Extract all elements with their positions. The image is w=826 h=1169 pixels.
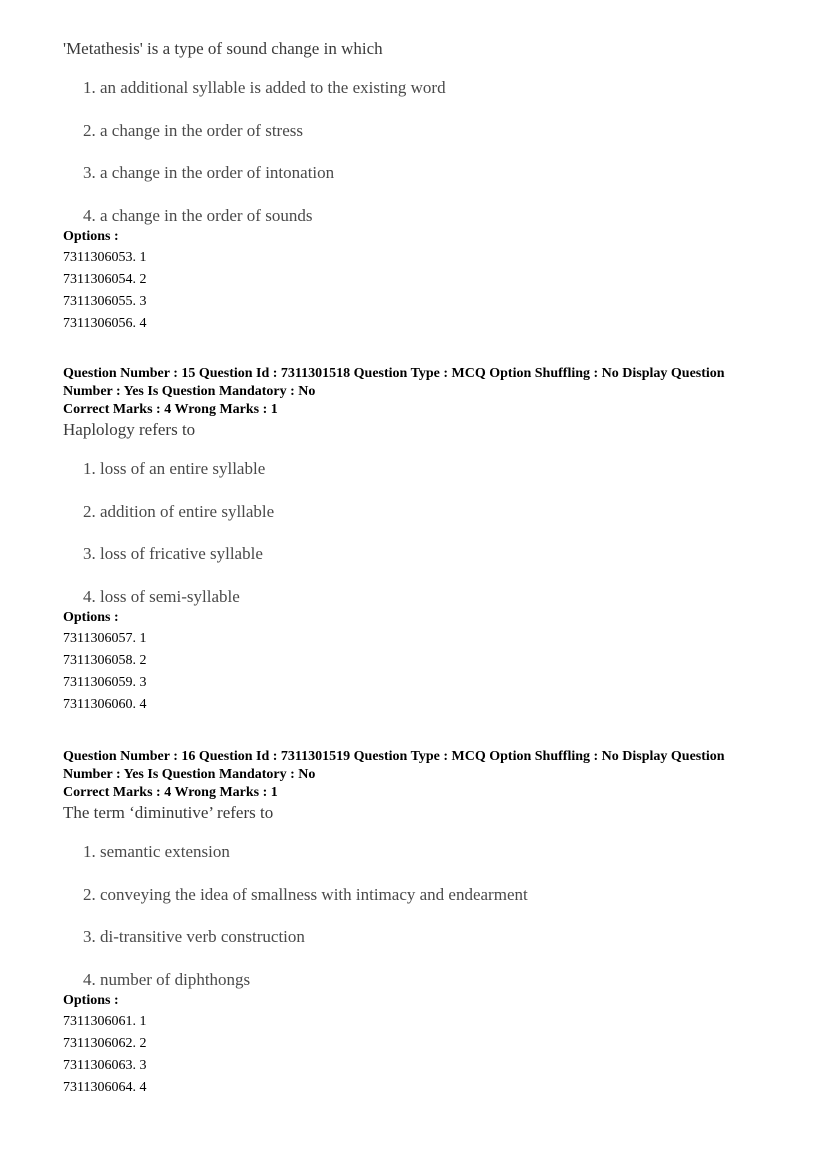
answer-choice: 4. a change in the order of sounds [83, 205, 313, 225]
options-label: Options : [63, 992, 119, 1008]
answer-choice: 3. di-transitive verb construction [83, 927, 305, 946]
question-text: 'Metathesis' is a type of sound change in which [63, 39, 383, 58]
answer-choice: 1. semantic extension [83, 842, 230, 861]
question-block [63, 38, 773, 335]
marks-line: Correct Marks : 4 Wrong Marks : 1 [63, 402, 278, 417]
option-id: 7311306060. 4 [63, 696, 147, 712]
question-text: Haplology refers to [63, 420, 196, 439]
option-id: 7311306058. 2 [63, 652, 147, 668]
question-text: The term ‘diminutive’ refers to [63, 803, 274, 822]
answer-choice: 1. loss of an entire syllable [83, 459, 266, 478]
question-header: Question Number : 15 Question Id : 7311301518 Question Type : MCQ Option Shuffling : No Display Question Number : Yes Is Question Mandatory : No [63, 366, 725, 399]
option-id: 7311306059. 3 [63, 674, 147, 690]
options-label: Options : [63, 609, 119, 625]
answer-choice: 4. loss of semi-syllable [83, 586, 240, 606]
question-header: Question Number : 16 Question Id : 7311301519 Question Type : MCQ Option Shuffling : No Display Question Number : Yes Is Question Mandatory : No [63, 749, 725, 782]
answer-choice: 2. conveying the idea of smallness with intimacy and endearment [83, 884, 528, 904]
answer-choice: 3. a change in the order of intonation [83, 163, 335, 182]
option-id: 7311306053. 1 [63, 249, 147, 265]
option-id: 7311306055. 3 [63, 293, 147, 309]
answer-choice: 2. addition of entire syllable [83, 501, 275, 521]
answer-choice: 3. loss of fricative syllable [83, 544, 263, 563]
option-id: 7311306064. 4 [63, 1079, 147, 1095]
marks-line: Correct Marks : 4 Wrong Marks : 1 [63, 785, 278, 800]
answer-choice: 2. a change in the order of stress [83, 120, 303, 140]
answer-choice: 1. an additional syllable is added to the existing word [83, 78, 446, 97]
option-id: 7311306063. 3 [63, 1057, 147, 1073]
option-id: 7311306061. 1 [63, 1013, 147, 1029]
question-block [63, 748, 773, 1099]
options-label: Options : [63, 228, 119, 244]
option-id: 7311306057. 1 [63, 630, 147, 646]
option-id: 7311306062. 2 [63, 1035, 147, 1051]
answer-choice: 4. number of diphthongs [83, 969, 251, 989]
question-block [63, 365, 773, 716]
option-id: 7311306054. 2 [63, 271, 147, 287]
option-id: 7311306056. 4 [63, 315, 147, 331]
